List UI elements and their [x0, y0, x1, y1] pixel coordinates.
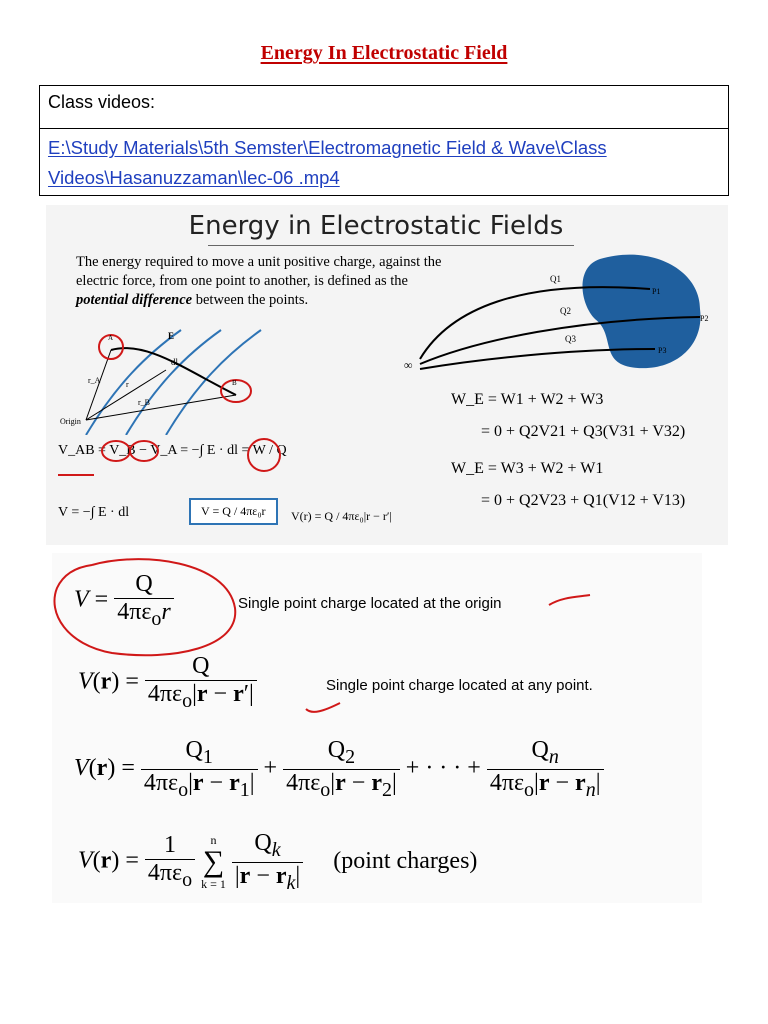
e-label: E [168, 331, 175, 341]
p3-label: P3 [658, 346, 667, 355]
q2-label: Q2 [560, 306, 571, 316]
infinity-label: ∞ [404, 358, 413, 372]
origin-label: Origin [60, 417, 81, 426]
charge-diagram [400, 249, 720, 379]
rb-line [86, 395, 236, 420]
dl-label: dl [171, 357, 179, 367]
eq-multiple-charges: V(r) = $\frac{Q_1}{4\pi\varepsilon_o|r - r_1|}$ + $\frac{Q_2}{4\pi\varepsilon_o|r - r_2|}$ + · · · + $\frac{Q_n}{4\pi\varepsilon_o|r - r_n|}$ [74, 737, 604, 802]
p1-label: P1 [652, 287, 661, 296]
sum-sign: ∑ [202, 845, 225, 878]
video-path-link[interactable]: E:\Study Materials\5th Semster\Electromagnetic Field & Wave\Class Videos\Hasanuzzaman\lec-06 .mp4 [48, 137, 607, 188]
vab-annotation [54, 437, 284, 481]
slide-image [46, 205, 728, 545]
we-equation-1: W_E = W1 + W2 + W3 [451, 391, 604, 408]
p2-label: P2 [700, 314, 709, 323]
eq2-tick [304, 699, 344, 715]
ra-label: r_A [88, 376, 101, 385]
rb-label: r_B [138, 398, 150, 407]
class-videos-table [39, 85, 729, 196]
slide-title: Energy in Electrostatic Fields [188, 211, 564, 241]
field-line-2 [126, 330, 221, 435]
potential-equations [52, 553, 702, 903]
eq-point-any: V(r) = $\frac{Q}{4\pi\varepsilon_o|r - r'|}$ [78, 653, 257, 713]
q3-label: Q3 [565, 334, 576, 344]
sum-top: n [210, 833, 217, 847]
eq-point-any-desc: Single point charge located at any point. [326, 677, 593, 694]
vab-equation-text: V_AB = V_B − V_A = −∫ E · dl = W / Q [58, 443, 287, 458]
we-equation-2b: = 0 + Q2V23 + Q1(V12 + V13) [481, 492, 686, 509]
a-label: A [108, 334, 114, 342]
q1-label: Q1 [550, 274, 561, 284]
ra-line [86, 350, 111, 420]
eq1-circle [54, 559, 235, 655]
b-label: B [232, 379, 237, 387]
slide-title-underline [208, 245, 574, 246]
v-point-boxed-equation: V = Q / 4πε₀r [189, 498, 278, 525]
field-line-diagram [46, 325, 286, 435]
eq1-tick [549, 595, 590, 605]
we-equation-2: W_E = W3 + W2 + W1 [451, 460, 604, 477]
class-videos-label: Class videos: [40, 86, 728, 129]
va-circle [130, 441, 158, 461]
v-r-equation: V(r) = Q / 4πε₀|r − r′| [291, 509, 392, 523]
vb-circle [102, 441, 130, 461]
eq-summation: V(r) = $\frac{1}{4\pi\varepsilon_o}$ n ∑ k = 1 $\frac{Q_k}{|r - r_k|}$ (point charges) [78, 829, 478, 894]
intro-text-emphasis: potential difference [76, 292, 193, 308]
we-equation-1b: = 0 + Q2V21 + Q3(V31 + V32) [481, 423, 686, 440]
eq-point-origin-desc: Single point charge located at the origin [238, 595, 502, 612]
intro-text-part2: between the points. [192, 292, 309, 308]
page-title: Energy In Electrostatic Field [260, 42, 508, 64]
intro-text [76, 253, 456, 310]
r-label: r [126, 380, 129, 389]
point-charges-label: (point charges) [333, 847, 478, 874]
eq-point-origin: V = $\frac{Q}{4\pi\varepsilon_or}$ [74, 571, 174, 631]
intro-text-part1: The energy required to move a unit positive charge, against the electric force, from one point to another, is defined as the [76, 254, 442, 289]
wq-circle [248, 439, 280, 471]
sum-bottom: k = 1 [201, 877, 226, 891]
v-integral-equation: V = −∫ E · dl [58, 505, 130, 520]
